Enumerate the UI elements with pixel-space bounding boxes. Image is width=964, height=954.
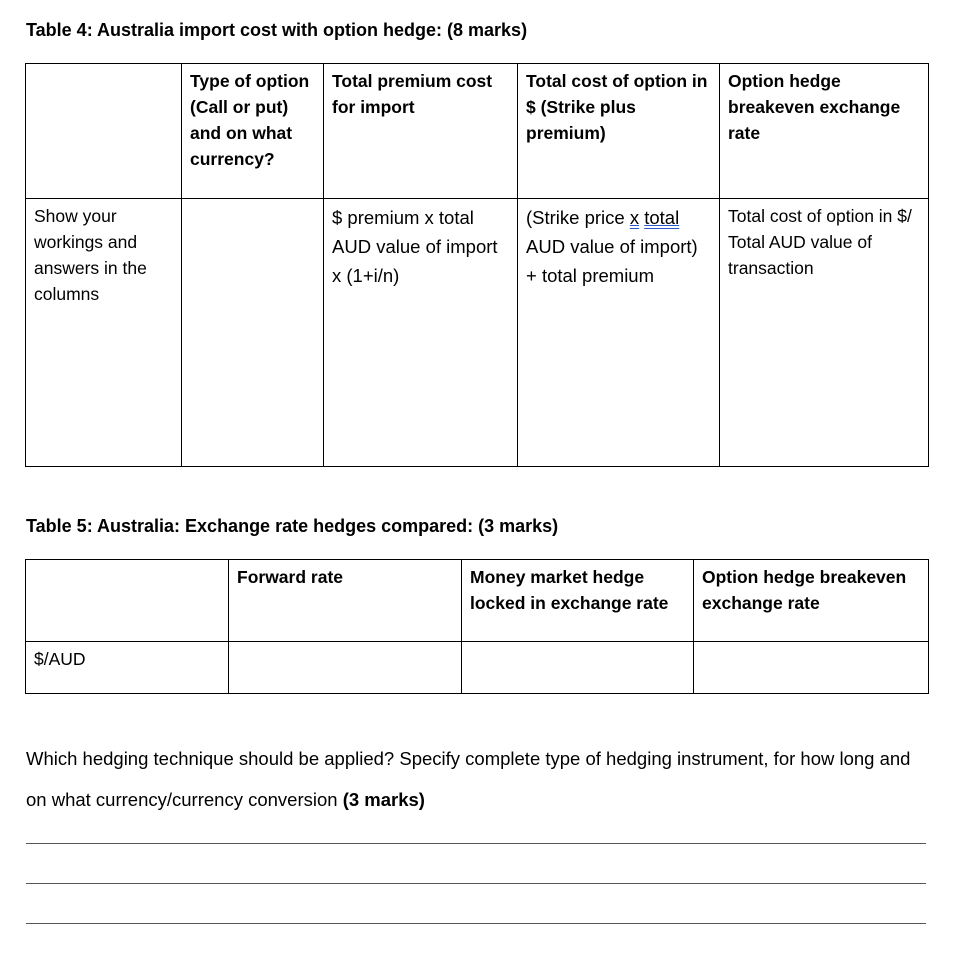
table5-option-breakeven-cell[interactable]: [694, 642, 929, 694]
answer-line-2[interactable]: [26, 883, 926, 884]
table5-title: Table 5: Australia: Exchange rate hedges compared: (3 marks): [26, 516, 559, 536]
table4-header-breakeven: Option hedge breakeven exchange rate: [720, 64, 929, 199]
table4-title: Table 4: Australia import cost with option hedge: (8 marks): [26, 20, 528, 40]
table4-total-cost-formula-cell[interactable]: [518, 199, 720, 467]
hedging-question: [26, 738, 936, 820]
formula-part1: (Strike price: [526, 207, 630, 228]
table5-header-forward-rate: Forward rate: [229, 560, 462, 642]
table4-breakeven-formula-cell[interactable]: Total cost of option in $/ Total AUD value of transaction: [720, 199, 929, 467]
table4-header-empty: [26, 64, 182, 199]
answer-line-3[interactable]: [26, 923, 926, 924]
table4-option-type-cell[interactable]: [182, 199, 324, 467]
table4-body-row: [26, 199, 929, 467]
table4: [25, 63, 929, 467]
table5-forward-rate-cell[interactable]: [229, 642, 462, 694]
table4-row-label: Show your workings and answers in the columns: [26, 199, 182, 467]
table4-header-total-cost: Total cost of option in $ (Strike plus premium): [518, 64, 720, 199]
table4-header-row: [26, 64, 929, 199]
question-text: Which hedging technique should be applied? Specify complete type of hedging instrument, for how long and on what currency/currency conversion: [26, 748, 911, 810]
table4-header-option-type: Type of option (Call or put) and on what currency?: [182, 64, 324, 199]
table5-header-empty: [26, 560, 229, 642]
table4-premium-formula-cell[interactable]: $ premium x total AUD value of import x (1+i/n): [324, 199, 518, 467]
formula-part2: AUD value of import) + total premium: [526, 236, 698, 286]
table5-header-money-market: Money market hedge locked in exchange rate: [462, 560, 694, 642]
table5: [25, 559, 929, 694]
formula-total: total: [644, 207, 680, 228]
answer-line-1[interactable]: [26, 843, 926, 844]
question-marks: (3 marks): [342, 789, 425, 810]
formula-x: x: [629, 207, 640, 228]
table5-money-market-cell[interactable]: [462, 642, 694, 694]
table5-body-row: [26, 642, 929, 694]
table4-header-total-premium: Total premium cost for import: [324, 64, 518, 199]
table5-header-option-breakeven: Option hedge breakeven exchange rate: [694, 560, 929, 642]
table5-header-row: [26, 560, 929, 642]
table5-row-label: $/AUD: [26, 642, 229, 694]
